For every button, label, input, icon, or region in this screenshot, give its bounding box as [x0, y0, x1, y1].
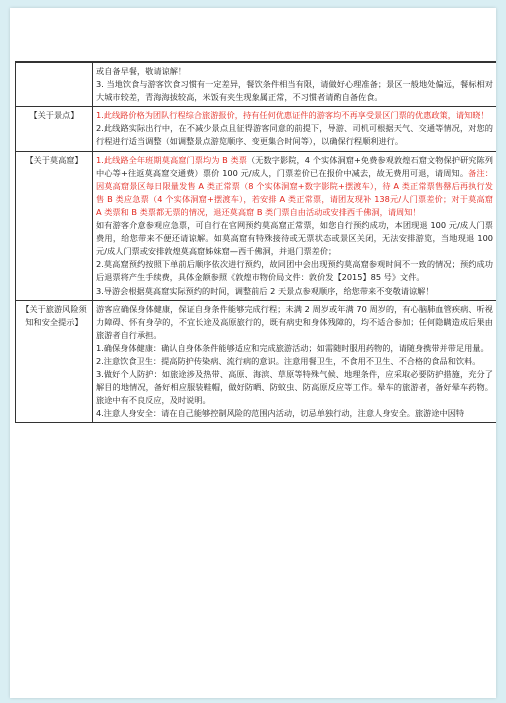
paragraph — [96, 154, 493, 219]
safety-tips-row — [16, 300, 497, 423]
body-text: 3. 当地饮食与游客饮食习惯有一定差异，餐饮条件相当有限，请做好心理准备；景区一般地处偏远，餐标相对大城市较差，青海海拔较高，米饭有夹生现象属正常，不习惯者请酌自备佐食。 — [96, 79, 493, 103]
row-label: 【关于景点】 — [16, 107, 93, 151]
mogao-grottoes-row — [16, 151, 497, 300]
row-content — [93, 107, 497, 151]
document-page — [10, 8, 496, 698]
meal-notes-row — [16, 63, 497, 107]
paragraph — [96, 65, 493, 78]
body-text: 3.导游会根据莫高窟实际预约的时间，调整前后 2 天景点参观顺序，给您带来不变敬请谅解！ — [96, 285, 434, 296]
paragraph — [96, 122, 493, 148]
paragraph — [96, 285, 493, 298]
row-content — [93, 151, 497, 300]
row-label: 【关于莫高窟】 — [16, 151, 93, 300]
row-content — [93, 300, 497, 423]
body-text: 4.注意人身安全：请在自己能够控制风险的范围内活动，切忌单独行动，注意人身安全。旅游途中因特 — [96, 408, 465, 419]
body-text: 或自备早餐，敬请谅解！ — [96, 66, 187, 76]
body-text: 1.确保身体健康：确认自身体条件能够适应和完成旅游活动；如需随时服用药物的，请随身携带并带足用量。 — [96, 342, 489, 353]
body-text: 2.莫高窟预约按照下单前后顺序依次进行预约，故同团中会出现预约莫高窟参观时间不一致的情况；预约成功后退票将产生手续费，具体金额参照《敦煌市物价局文件：敦价发【2015】85 号》文件。 — [96, 259, 493, 283]
paragraph — [96, 368, 493, 407]
paragraph — [96, 407, 493, 420]
body-text: （无数字影院，4 个实体洞窟+免费参观敦煌石窟文物保护研究陈列中心等+往返莫高窟交通费）票价 100 元/成人，门票差价已在报价中减去，故无费用可退，请周知。 — [96, 154, 493, 178]
body-text: 如有游客介意参观应急票，可自行在官网预约莫高窟正常票，如您自行预约成功，本团现退 100 元/成人门票费用，给您带来不便还请谅解。如莫高窟有特殊接待或无票状态或景区关闭，无法安排游览，当地现退 100 元/成人门票或安排敦煌莫高窟姊妹窟—西千佛洞，并退门票差价； — [96, 220, 493, 257]
highlighted-text: 1.此线路价格为团队行程综合旅游报价，持有任何优惠证件的游客均不再享受景区门票的优惠政策，请知晓！ — [96, 110, 489, 121]
paragraph — [96, 258, 493, 284]
highlighted-text: 备注：因莫高窟景区每日限量发售 A 类正常票（8 个实体洞窟+数字影院+摆渡车），待 A 类正常票售罄后再执行发售 B 类应急票（4 个实体洞窟+摆渡车），若安排 A 类正常票，请团友现补 138元/人门票差价；对于莫高窟 A 类票和 B 类票都无票的情况，退还莫高窟 B 类门票自由活动或安排西千佛洞，请周知！ — [96, 167, 493, 217]
paragraph — [96, 303, 493, 342]
paragraph — [96, 109, 493, 122]
paragraph — [96, 78, 493, 104]
scenic-spots-row — [16, 107, 497, 151]
paragraph — [96, 219, 493, 258]
paragraph — [96, 342, 493, 355]
row-content — [93, 63, 497, 107]
body-text: 3.做好个人防护：如旅途涉及热带、高原、海滨、草原等特殊气候、地理条件，应采取必要防护措施，充分了解目的地情况，备好相应服装鞋帽，做好防晒、防蚊虫、防高原反应等工作。晕车的旅游者，备好晕车药物。旅途中有不良反应，及时说明。 — [96, 369, 493, 406]
itinerary-notes-table — [15, 62, 496, 423]
paragraph — [96, 355, 493, 368]
highlighted-text: 1.此线路全年班期莫高窟门票均为 B 类票 — [96, 154, 247, 165]
row-label: 【关于旅游风险须知和安全提示】 — [16, 300, 93, 423]
body-text: 2.注意饮食卫生：提高防护传染病、流行病的意识。注意用餐卫生，不食用不卫生、不合格的食品和饮料。 — [96, 355, 481, 366]
row-label — [16, 63, 93, 107]
body-text: 2.此线路实际出行中，在不减少景点且征得游客同意的前提下，导游、司机可根据天气、交通等情况，对您的行程进行适当调整（如调整景点游览顺序、变更集合时间等），以确保行程顺利进行。 — [96, 123, 493, 147]
body-text: 游客应确保身体健康，保证自身条件能够完成行程；未满 2 周岁或年满 70 周岁的，有心脑肺血管疾病、听视力障碍、怀有身孕的，不宜长途及高原旅行的，既有病史和身体残障的，均不适合参加；任何隐瞒造成后果由旅游者自行承担。 — [96, 303, 493, 340]
